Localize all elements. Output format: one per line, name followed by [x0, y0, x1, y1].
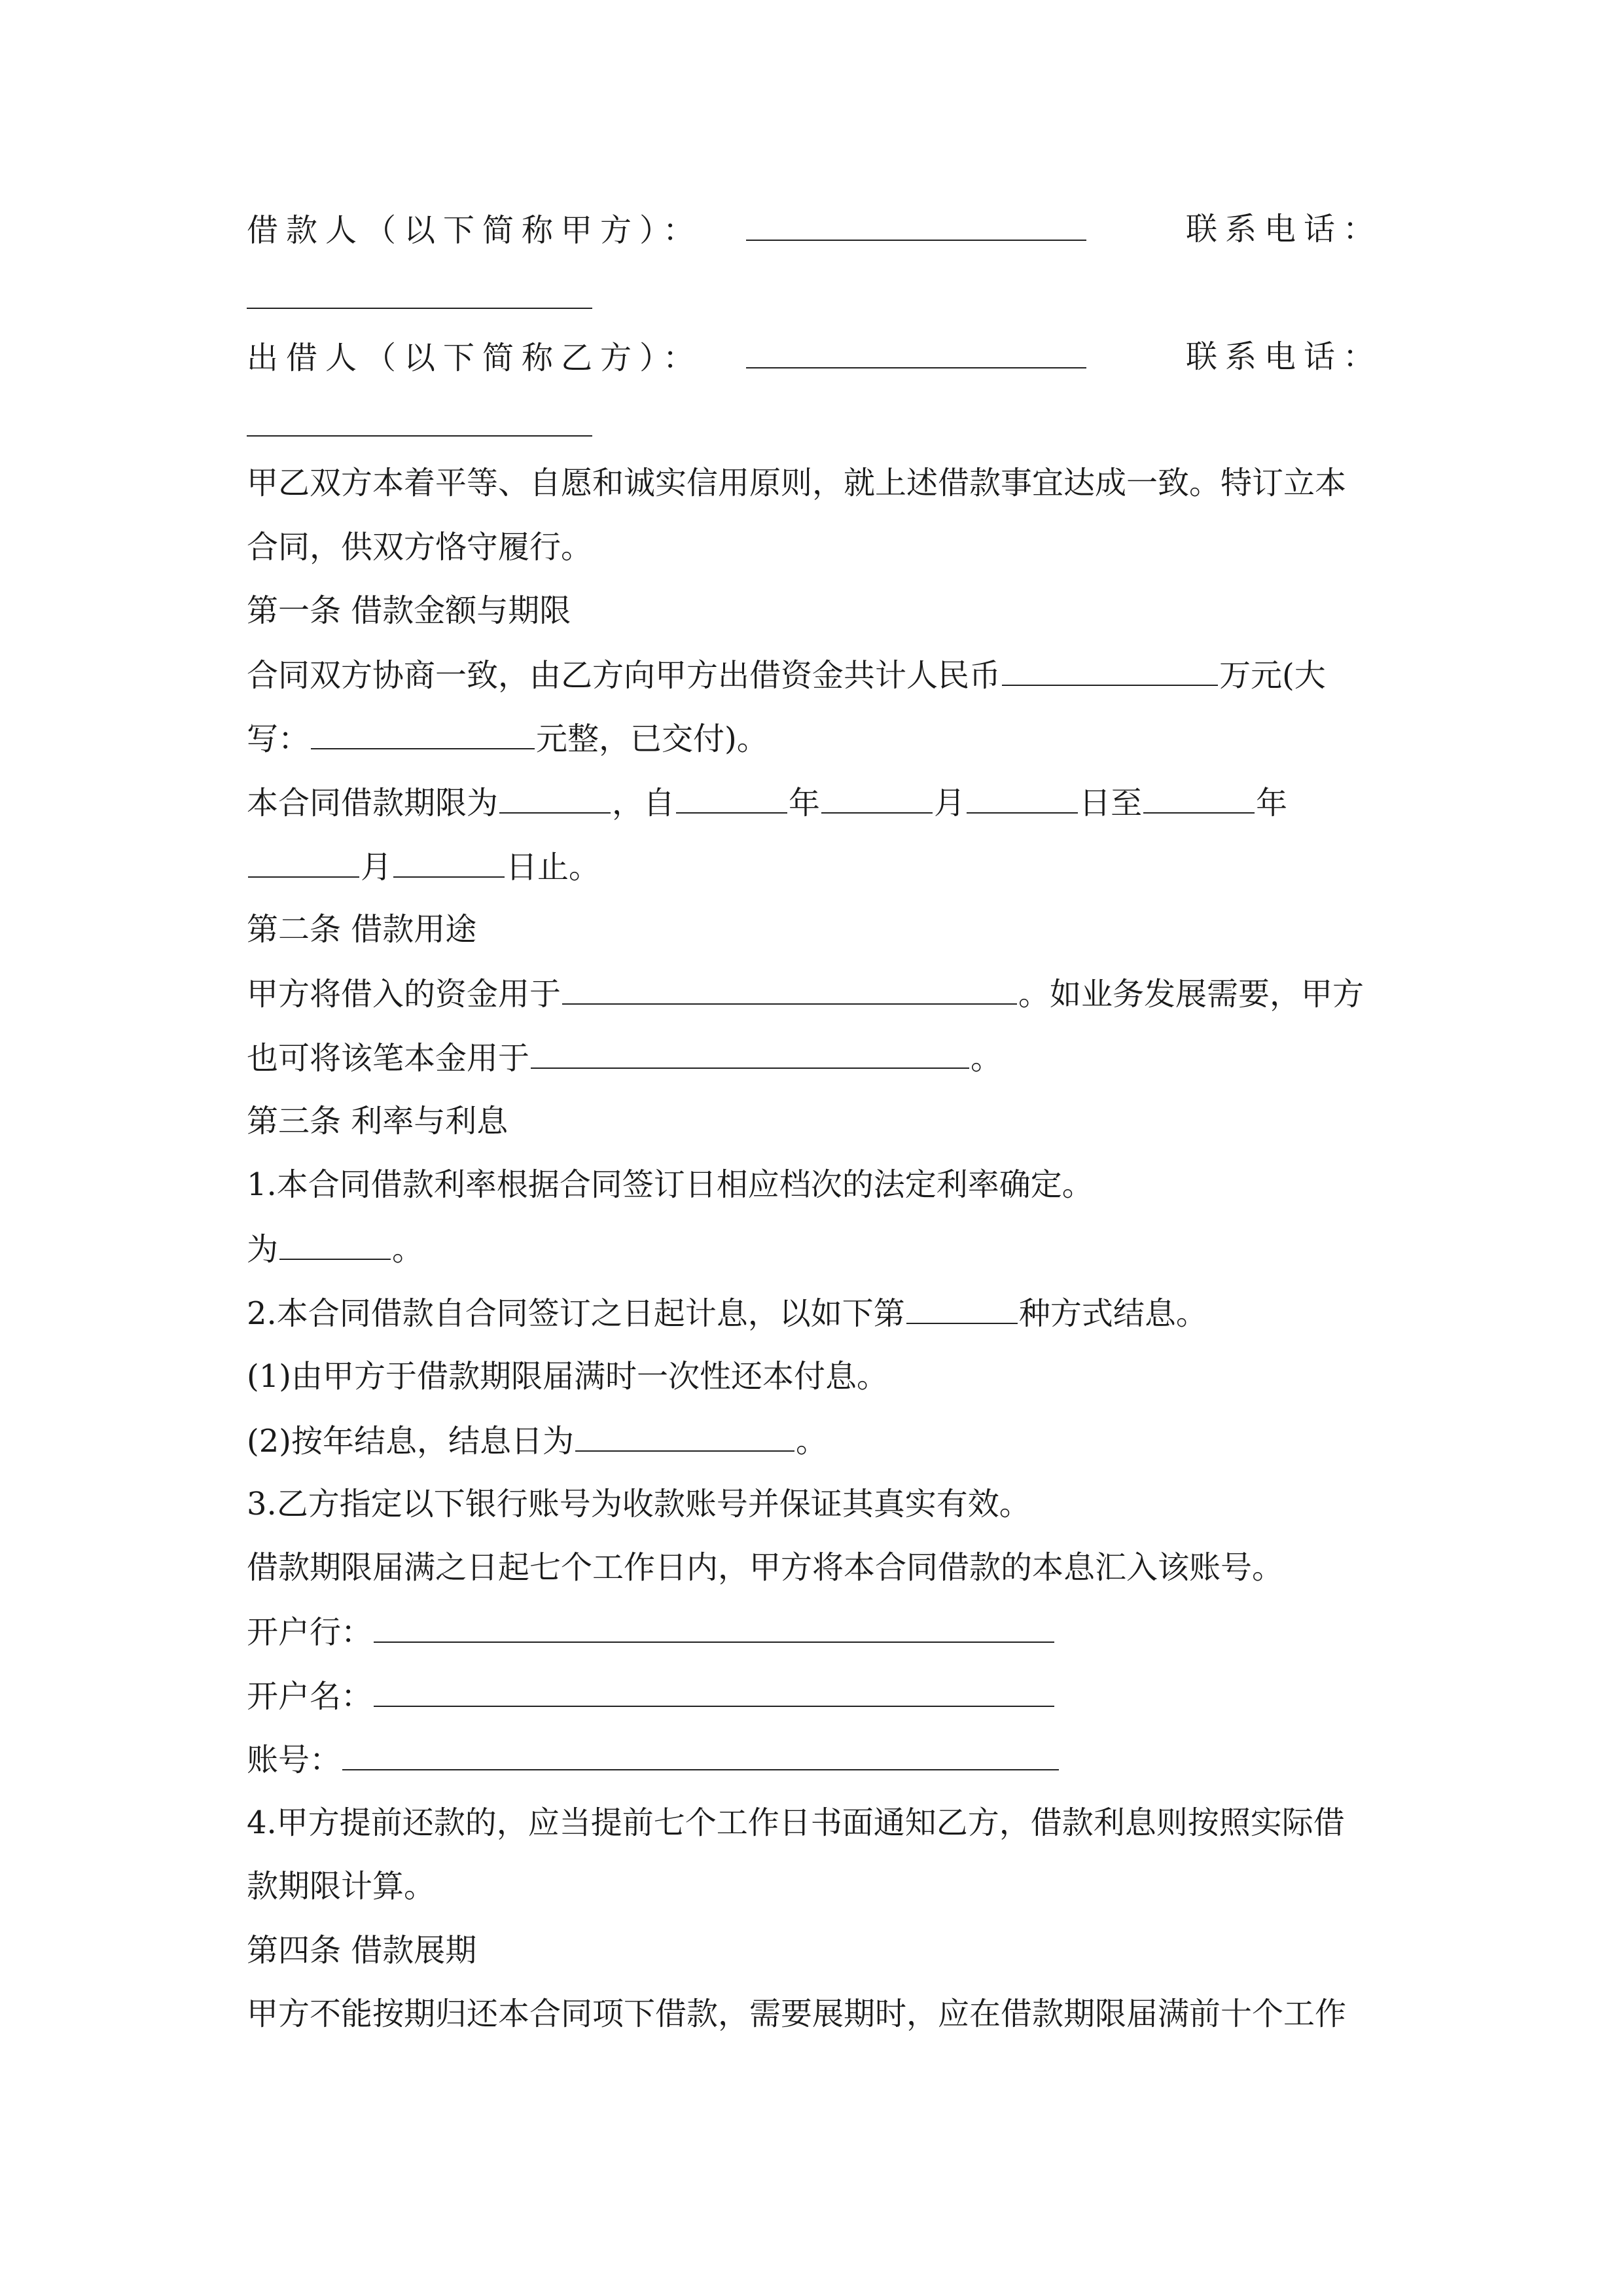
term-end-line: [247, 846, 1382, 886]
start-year-blank[interactable]: [676, 782, 787, 814]
end-year-blank[interactable]: [1143, 782, 1255, 814]
lender-phone-label: 联系电话：: [1185, 338, 1382, 375]
option-2-suffix: 。: [796, 1423, 828, 1460]
capital-line: [247, 718, 1382, 757]
alt-purpose-blank[interactable]: [531, 1037, 969, 1069]
term-length-blank[interactable]: [499, 782, 611, 814]
settlement-date-blank[interactable]: [575, 1420, 794, 1452]
alt-purpose-prefix: 也可将该笔本金用于: [247, 1040, 530, 1077]
borrower-label: 借款人（以下简称甲方）：: [247, 212, 703, 249]
method-suffix: 种方式结息。: [1018, 1295, 1207, 1332]
rate-prefix: 为: [247, 1231, 279, 1268]
end-month-blank[interactable]: [248, 846, 359, 878]
purpose-suffix: 。如业务发展需要，甲方: [1018, 976, 1364, 1013]
lender-name-blank[interactable]: [746, 337, 1086, 368]
option-2-prefix: (2)按年结息，结息日为: [247, 1423, 574, 1460]
account-number-blank[interactable]: [342, 1739, 1059, 1770]
bank-line: [247, 1611, 1382, 1651]
lender-phone-blank[interactable]: [247, 435, 592, 437]
rate-item-4-line-1: 4.甲方提前还款的，应当提前七个工作日书面通知乙方，借款利息则按照实际借: [247, 1804, 1345, 1841]
start-day-blank[interactable]: [967, 782, 1078, 814]
end-year-label: 年: [1256, 785, 1288, 821]
month-label: 月: [934, 785, 966, 821]
day-to-label: 日至: [1079, 785, 1143, 821]
term-line: [247, 782, 1382, 821]
lender-line: [247, 337, 1382, 376]
rate-item-3: 3.乙方指定以下银行账号为收款账号并保证其真实有效。: [247, 1486, 1031, 1522]
account-number-line: [247, 1739, 1382, 1778]
rate-item-2: [247, 1293, 1382, 1332]
method-prefix: 2.本合同借款自合同签订之日起计息，以如下第: [247, 1295, 905, 1332]
lender-label: 出借人（以下简称乙方）：: [247, 340, 703, 376]
year-label: 年: [789, 785, 821, 821]
rate-item-1: 1.本合同借款利率根据合同签订日相应档次的法定利率确定。: [247, 1166, 1094, 1203]
borrower-name-blank[interactable]: [746, 209, 1086, 241]
extension-line-1: 甲方不能按期归还本合同项下借款，需要展期时，应在借款期限届满前十个工作: [247, 1996, 1347, 2032]
rate-value-line: [247, 1229, 1382, 1268]
start-month-blank[interactable]: [821, 782, 933, 814]
article-1-title: 第一条 借款金额与期限: [247, 592, 571, 629]
amount-line: [247, 655, 1382, 694]
intro-line-1: 甲乙双方本着平等、自愿和诚实信用原则，就上述借款事宜达成一致。特订立本: [247, 465, 1347, 501]
account-name-blank[interactable]: [374, 1676, 1054, 1707]
purpose-line-1: [247, 973, 1382, 1013]
purpose-prefix: 甲方将借入的资金用于: [247, 976, 562, 1013]
day-end-label: 日止。: [506, 849, 601, 886]
term-from: ，自: [612, 785, 675, 821]
account-name-line: [247, 1676, 1382, 1715]
rate-item-4-line-2: 款期限计算。: [247, 1868, 436, 1905]
account-name-label: 开户名：: [247, 1678, 373, 1715]
alt-purpose-suffix: 。: [971, 1040, 1003, 1077]
purpose-blank[interactable]: [562, 973, 1017, 1005]
amount-blank[interactable]: [1002, 655, 1218, 686]
rate-item-3b: 借款期限届满之日起七个工作日内，甲方将本合同借款的本息汇入该账号。: [247, 1549, 1284, 1586]
amount-prefix: 合同双方协商一致，由乙方向甲方出借资金共计人民币: [247, 657, 1001, 694]
borrower-line: [247, 209, 1382, 249]
account-number-label: 账号：: [247, 1742, 342, 1778]
article-4-title: 第四条 借款展期: [247, 1932, 477, 1969]
intro-line-2: 合同，供双方恪守履行。: [247, 529, 593, 565]
purpose-line-2: [247, 1037, 1382, 1077]
end-month-label: 月: [361, 849, 393, 886]
bank-blank[interactable]: [374, 1611, 1054, 1643]
end-day-blank[interactable]: [393, 846, 505, 878]
borrower-phone-blank[interactable]: [247, 308, 592, 309]
capital-suffix: 元整，已交付)。: [536, 721, 768, 757]
capital-prefix: 写：: [247, 721, 310, 757]
method-blank[interactable]: [906, 1293, 1018, 1324]
rate-suffix: 。: [392, 1231, 424, 1268]
option-2: [247, 1420, 1382, 1460]
option-1: (1)由甲方于借款期限届满时一次性还本付息。: [247, 1358, 888, 1395]
term-prefix: 本合同借款期限为: [247, 785, 499, 821]
article-3-title: 第三条 利率与利息: [247, 1103, 508, 1139]
capital-amount-blank[interactable]: [311, 718, 535, 749]
amount-unit: 万元(大: [1219, 657, 1326, 694]
article-2-title: 第二条 借款用途: [247, 911, 477, 948]
rate-blank[interactable]: [279, 1229, 391, 1260]
bank-label: 开户行：: [247, 1614, 373, 1651]
borrower-phone-label: 联系电话：: [1185, 211, 1382, 247]
